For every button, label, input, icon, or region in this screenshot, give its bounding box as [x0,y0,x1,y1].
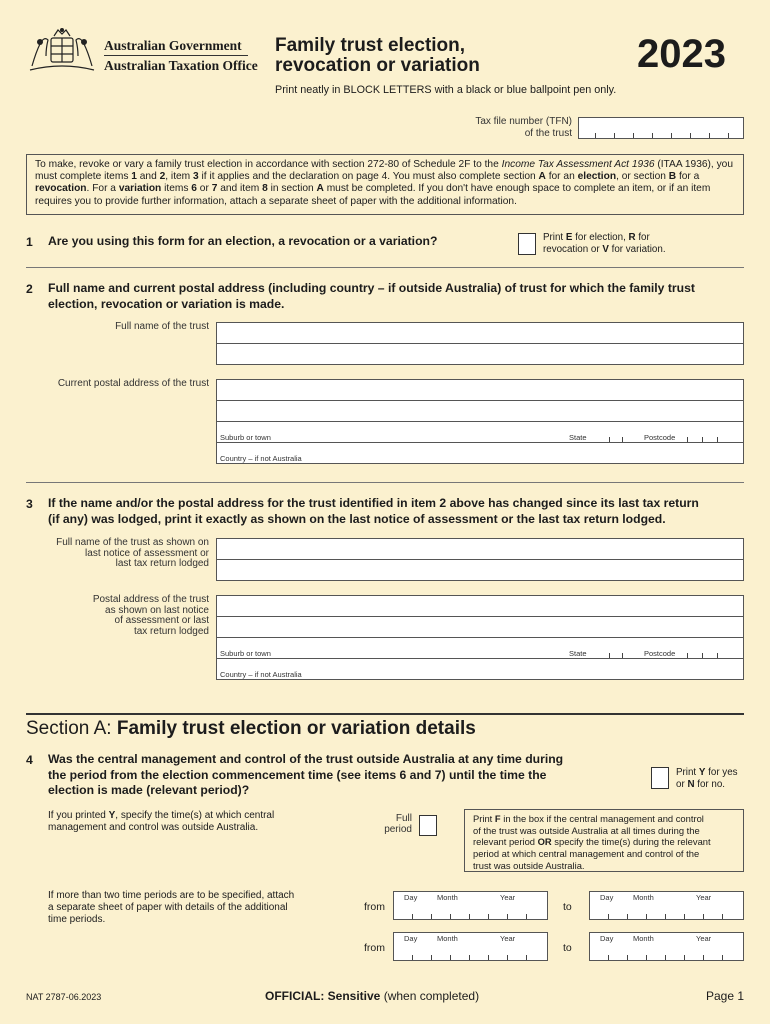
q3-address-input-2[interactable] [216,616,744,638]
gov-line-1: Australian Government [104,38,242,53]
print-instruction: Print neatly in BLOCK LETTERS with a black or blue ballpoint pen only. [275,84,617,96]
q4-yes-no-box[interactable] [651,767,669,789]
month-label: Month [437,893,458,902]
month-label: Month [633,893,654,902]
form-code: NAT 2787-06.2023 [26,992,102,1002]
tfn-label-1: Tax file number (TFN) [475,116,572,127]
page-number: Page 1 [706,989,745,1003]
to-date-1[interactable] [589,891,744,920]
q1-question: Are you using this form for an election, a revocation or a variation? [48,234,438,248]
q3-country-input[interactable] [216,658,744,680]
intro-box: To make, revoke or vary a family trust election in accordance with section 272-80 of Schedule 2F to the Income Tax Assessment Act 1936 (ITAA 1936), you must complete items 1 and 2, item 3 if it applies and the declaration on page 4. You must also complete section A for an election, or section B for a revocation. For a variation items 6 or 7 and item 8 in section A must be completed. If you don't have enough space to complete an item, or if an item requires you to provide further information, attach a separate sheet of paper with the additional information. [26,154,744,215]
full-period-box[interactable] [419,815,437,836]
q2-number: 2 [26,282,33,296]
divider-q1 [26,267,744,268]
q3-question: If the name and/or the postal address for the trust identified in item 2 above has changed since its last tax return (if any) was lodged, print it exactly as shown on the last notice of assessment or the last tax return lodged. [48,496,699,526]
section-a-heading: Section A: Family trust election or variation details [26,718,476,739]
q2-name-input-2[interactable] [216,343,744,365]
q3-name-input-2[interactable] [216,559,744,581]
q1-number: 1 [26,235,33,249]
month-label: Month [633,934,654,943]
day-label: Day [600,893,614,902]
q3-name-label: Full name of the trust as shown on last notice of assessment or last tax return lodged [56,537,209,569]
q3-suburb-row[interactable] [216,637,744,659]
q3-address-label: Postal address of the trust as shown on last notice of assessment or last tax return lodged [92,594,209,637]
q3-name-input-1[interactable] [216,538,744,560]
q2-suburb-label: Suburb or town [220,433,271,442]
day-label: Day [404,934,418,943]
from-label-2: from [364,942,385,954]
q3-suburb-label: Suburb or town [220,649,271,658]
to-date-2[interactable] [589,932,744,961]
q4-number: 4 [26,753,33,767]
q3-state-label: State [569,649,587,658]
day-label: Day [404,893,418,902]
full-period-label: Full period [384,813,412,835]
q2-country-input[interactable] [216,442,744,464]
official-marking: OFFICIAL: Sensitive (when completed) [265,989,480,1003]
form-year: 2023 [637,32,726,76]
q3-postcode-label: Postcode [644,649,676,658]
q2-country-label: Country – if not Australia [220,454,302,463]
gov-divider [104,55,248,56]
year-label: Year [696,934,712,943]
tfn-input[interactable] [578,117,744,139]
q4-question: Was the central management and control of the trust outside Australia at any time during the period from the election commencement time (see items 6 and 7) until the time the election is made (relevant period)? [48,752,564,797]
from-label-1: from [364,901,385,913]
q4-more-periods-text: If more than two time periods are to be specified, attach a separate sheet of paper with details of the additional time periods. [48,890,295,925]
q2-name-input-1[interactable] [216,322,744,344]
q2-state-label: State [569,433,587,442]
from-date-2[interactable] [393,932,548,961]
q2-address-input-2[interactable] [216,400,744,422]
day-label: Day [600,934,614,943]
q2-question: Full name and current postal address (including country – if outside Australia) of trust for which the family trust election, revocation or variation is made. [48,281,695,311]
full-period-note: Print F in the box if the central management and control of the trust was outside Australia at all times during the relevant period OR specify the time(s) during the relevant period at which central management and control of the trust was outside Australia. [464,809,744,872]
q3-country-label: Country – if not Australia [220,670,302,679]
form-title-line-2: revocation or variation [275,55,480,76]
to-label-1: to [563,901,572,913]
coat-of-arms-icon [24,26,100,74]
tfn-label-2: of the trust [524,128,572,139]
section-a-rule [26,713,744,715]
q1-hint: Print E for election, R for revocation or V for variation. [543,232,666,255]
year-label: Year [500,934,516,943]
to-label-2: to [563,942,572,954]
q4-if-yes-text: If you printed Y, specify the time(s) at which central management and control was outside Australia. [48,810,275,833]
year-label: Year [500,893,516,902]
divider-q2 [26,482,744,483]
gov-line-2: Australian Taxation Office [104,58,258,73]
q2-address-input-1[interactable] [216,379,744,401]
q2-name-label: Full name of the trust [115,321,209,332]
q2-address-label: Current postal address of the trust [57,378,209,389]
q3-number: 3 [26,497,33,511]
q2-suburb-row[interactable] [216,421,744,443]
q2-postcode-label: Postcode [644,433,676,442]
year-label: Year [696,893,712,902]
q4-yes-no-hint: Print Y for yes or N for no. [676,767,738,790]
from-date-1[interactable] [393,891,548,920]
q1-answer-box[interactable] [518,233,536,255]
q3-address-input-1[interactable] [216,595,744,617]
month-label: Month [437,934,458,943]
form-title-line-1: Family trust election, [275,35,466,56]
